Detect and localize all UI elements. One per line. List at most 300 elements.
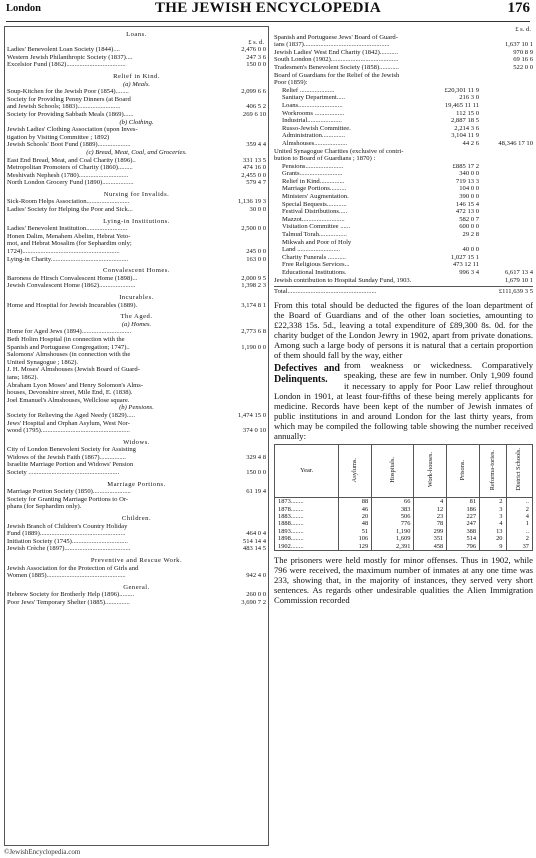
row-amount: 3,174 8 1 [241, 301, 266, 309]
sub-item-row [274, 216, 533, 224]
row-amount: 2,500 0 0 [241, 225, 266, 233]
row-label: J. H. Moses' Almshouses (Jewish Board of Guard- [7, 366, 140, 374]
section-title: Relief in Kind. [113, 72, 160, 80]
paragraph-defectives-text: from weakness or wickedness. Comparatively speaking, these are few in number. Only 1,909 found it necessary to apply for Poor Law relief throughout London in 1901, at least four-fifths of these being merely applicants for medicine. Records have been kept of the number of Jewish inmates of public institutions in and around London for the last thirty years, from which may be compiled the following table showing the number received annually: [274, 360, 533, 441]
row-label: ians; 1862). [7, 373, 39, 381]
table-row [7, 240, 266, 248]
row-amount: 329 4 8 [246, 453, 266, 461]
sub-item-row [274, 110, 533, 118]
table-cell: 81 [447, 498, 480, 506]
sub-item-row [274, 239, 533, 247]
row-label: Board of Guardians for the Relief of the Jewish [274, 71, 400, 79]
table-row [7, 420, 266, 428]
row-amount: 374 0 10 [242, 427, 266, 435]
sub-item-amount: £20,301 11 9 [444, 86, 479, 94]
table-row [7, 572, 266, 580]
row-label: Jewish Ladies' Clothing Association (upon Inves- [7, 126, 138, 134]
table-row [7, 545, 266, 553]
row-label: Tradesmen's Benevolent Society (1858)............ [274, 63, 399, 71]
row-label: Ladies' Society for Helping the Poor and Sick... [7, 206, 133, 214]
row-label: Western Jewish Philanthropic Society (1837).... [7, 53, 133, 61]
table-row [7, 134, 266, 142]
row-amount: 483 14 5 [242, 545, 266, 553]
section-title-loans: Loans. [126, 31, 147, 38]
row-label: Fund (1889).................................................... [7, 530, 126, 538]
table-cell: 186 [447, 506, 480, 513]
table-row [7, 565, 266, 573]
sub-item-row [274, 254, 533, 262]
sub-item-amount: 2,887 18 5 [450, 117, 479, 125]
row-label: Beth Holim Hospital (in connection with the [7, 335, 125, 343]
table-cell: 88 [339, 498, 372, 506]
table-row [7, 351, 266, 359]
row-amount: 3,690 7 2 [241, 598, 266, 606]
sub-item-label: Special Bequests............ [282, 200, 347, 208]
row-label: phans (for Sephardim only). [7, 503, 82, 511]
row-label: Spanish and Portuguese Jews' Board of Guard- [274, 33, 398, 41]
table-row [274, 49, 533, 57]
table-row [7, 412, 266, 420]
table-header-cell [275, 445, 339, 498]
table-row [7, 46, 266, 54]
row-label: Ladies' Benevolent Institution......................... [7, 225, 128, 233]
row-amount: 514 14 4 [242, 537, 266, 545]
sub-item-label: Workrooms .................. [282, 109, 345, 117]
table-row [7, 446, 266, 454]
row-label: Jewish Convalescent Home (1862)...................... [7, 282, 136, 290]
table-cell: 351 [414, 535, 447, 542]
table-cell: 1 [506, 520, 533, 527]
table-header-cell [480, 445, 506, 498]
table-cell: 1878........ [275, 506, 339, 513]
section-subtitle: (b) Clothing. [119, 118, 154, 126]
section-subtitle: (a) Meals. [122, 80, 151, 88]
sub-item-amount: 3,104 11 9 [451, 132, 479, 140]
row-label: Jewish Branch of Children's Country Holiday [7, 522, 128, 530]
table-row [7, 282, 266, 290]
row-label: Poor Jews' Temporary Shelter (1885)............... [7, 598, 130, 606]
row-amount: 2,099 6 6 [241, 88, 266, 96]
table-cell: 13 [480, 528, 506, 535]
header-text: Prisons. [459, 459, 467, 480]
table-row [7, 54, 266, 62]
sub-item-row [274, 132, 533, 140]
row-label: Spanish and Portuguese Congregation; 1747).. [7, 343, 130, 351]
sub-item-label: Ministers' Augmentation. [282, 193, 349, 201]
row-amount: 2,773 6 8 [241, 328, 266, 336]
sub-item-row [274, 231, 533, 239]
table-cell: 2 [480, 498, 506, 506]
sub-item-label: Talmud Torah................. [282, 231, 347, 239]
row-amount: 163 0 0 [246, 255, 266, 263]
sub-item-label: Charity Funerals ........... [282, 253, 346, 261]
watermark: ©JewishEncyclopedia.com [4, 848, 81, 856]
table-row [7, 374, 266, 382]
sub-item-row [274, 163, 533, 171]
section-subtitle: (b) Pensions. [119, 404, 154, 412]
table-cell: 227 [447, 513, 480, 520]
table-row [274, 34, 533, 42]
row-label: and Jewish Schools; 1883).......................... [7, 103, 121, 111]
table-row [7, 179, 266, 187]
row-label: Lying-in Charity............................................... [7, 255, 129, 263]
sub-item-row [274, 125, 533, 133]
sub-item-amount: 472 13 0 [455, 208, 479, 216]
row-label: Baroness de Hirsch Convalescent Home (1898)... [7, 274, 138, 282]
table-row [275, 520, 533, 527]
table-row [7, 591, 266, 599]
table-row [275, 528, 533, 535]
table-row [7, 225, 266, 233]
header-text: District Schools. [515, 448, 523, 492]
sub-item-label: Festival Distributions..... [282, 208, 348, 216]
table-header-cell [447, 445, 480, 498]
right-column [274, 26, 533, 605]
row-label: Jews' Hospital and Orphan Asylum, West Nor- [7, 419, 130, 427]
table-row [7, 503, 266, 511]
sub-item-amount: 340 0 0 [459, 170, 479, 178]
group-total: 6,617 13 4 [504, 269, 533, 276]
row-amount: 1,398 2 3 [241, 282, 266, 290]
table-header-cell [372, 445, 414, 498]
row-label: Meshivath Nephesh (1780).............................. [7, 171, 129, 179]
table-row [7, 248, 266, 256]
table-cell: 129 [339, 543, 372, 551]
row-label: Marriage Portion Society (1850)....................... [7, 488, 131, 496]
sub-item-label: Administration.............. [282, 132, 346, 140]
sub-item-amount: 44 2 6 [462, 139, 479, 147]
sub-item-label: Industrial..................... [282, 117, 342, 125]
table-row [7, 382, 266, 390]
row-amount: 150 0 0 [246, 61, 266, 69]
table-row [7, 328, 266, 336]
page-number: 176 [507, 0, 530, 16]
row-amount: 150 0 0 [246, 469, 266, 477]
sub-item-amount: 112 15 0 [456, 109, 479, 117]
table-cell: 383 [372, 506, 414, 513]
table-cell: 20 [339, 513, 372, 520]
row-amount: 1,190 0 0 [241, 343, 266, 351]
sub-item-amount: 600 0 0 [459, 223, 479, 231]
table-header-cell [339, 445, 372, 498]
table-row [275, 535, 533, 542]
table-row [7, 157, 266, 165]
table-cell: 1,190 [372, 528, 414, 535]
row-label: Honen Dalim, Menahem Abelim, Hebrat Yeto- [7, 232, 131, 240]
row-label: Society for Providing Penny Dinners (at Board [7, 95, 131, 103]
table-cell: 23 [414, 513, 447, 520]
running-head-left: London [6, 3, 42, 14]
row-label: Society ....................................................... [7, 469, 120, 477]
sub-item-row [274, 223, 533, 231]
sub-item-amount: 719 13 3 [455, 177, 479, 185]
row-label: Soup-Kitchen for the Jewish Poor (1854)........ [7, 88, 129, 96]
sub-item-row [274, 170, 533, 178]
table-cell: .. [506, 498, 533, 506]
row-amount: 2,455 0 0 [241, 171, 266, 179]
table-row [7, 469, 266, 477]
sub-item-row [274, 102, 533, 110]
sub-item-label: Loans........................... [282, 101, 343, 109]
table-row [275, 543, 533, 551]
row-label: Sick-Room Helps Association.......................... [7, 198, 130, 206]
row-label: East End Bread, Meat, and Coal Charity (1896).. [7, 156, 136, 164]
sub-item-amount: 216 3 0 [459, 94, 479, 102]
table-cell: 796 [447, 543, 480, 551]
sub-item-row [274, 140, 533, 148]
row-label: Israelite Marriage Portion and Widows' Pension [7, 461, 134, 469]
row-label: Jewish Schools' Boot Fund (1889).................... [7, 141, 131, 149]
sub-item-amount: £885 17 2 [452, 162, 479, 170]
sub-item-row [274, 94, 533, 102]
sub-item-row [274, 87, 533, 95]
sub-item-row [274, 261, 533, 269]
table-cell: 4 [414, 498, 447, 506]
sub-item-amount: 2,214 3 6 [454, 124, 479, 132]
header-text: Asylums. [351, 457, 359, 482]
table-row [7, 141, 266, 149]
table-cell: 4 [480, 520, 506, 527]
table-row [7, 302, 266, 310]
sub-item-label: Grants.......................... [282, 170, 343, 178]
table-row [7, 427, 266, 435]
table-row [7, 256, 266, 264]
right-top-rows [274, 34, 533, 87]
sub-item-label: Pensions....................... [282, 162, 344, 170]
table-cell: 51 [339, 528, 372, 535]
table-cell: 46 [339, 506, 372, 513]
row-amount: 260 0 0 [246, 591, 266, 599]
table-cell: 3 [480, 513, 506, 520]
row-amount: 245 0 0 [246, 248, 266, 256]
table-cell: 3 [480, 506, 506, 513]
row-label: Society for Providing Sabbath Meals (1869)...... [7, 110, 134, 118]
table-row [7, 88, 266, 96]
row-label: City of London Benevolent Society for Assisting [7, 446, 136, 454]
row-label: Poor (1859): [274, 79, 308, 87]
row-label: Home and Hospital for Jewish Incurables (1889). [7, 301, 138, 309]
row-label: North London Grocery Fund (1890)................... [7, 179, 134, 187]
row-amount: 1,136 19 3 [237, 198, 266, 206]
sub-item-amount: 104 0 0 [459, 185, 479, 193]
header-text: Hospitals. [389, 456, 396, 483]
sub-item-row [274, 193, 533, 201]
row-label: South London (1902)......................................... [274, 56, 399, 64]
table-cell: 9 [480, 543, 506, 551]
sub-item-amount: 146 15 4 [455, 200, 479, 208]
row-label: Widows of the Jewish Faith (1867)................ [7, 453, 126, 461]
table-cell: 66 [372, 498, 414, 506]
currency-header: £ s. d. [248, 38, 264, 46]
sub-item-row [274, 246, 533, 254]
sub-item-label: Free Religious Services... [282, 261, 350, 269]
table-cell: 2,391 [372, 543, 414, 551]
sub-item-amount: 996 3 4 [459, 269, 479, 276]
sub-item-label: Sanitary Department..... [282, 94, 345, 102]
table-cell: 247 [447, 520, 480, 527]
paragraph-deductions: From this total should be deducted the figures of the loan department of the Board of Guardians and of the other loan societies, amounting to £22,338 15s. 5d., leaving a total expenditure of £89,300 8s. 0d. for the charity budget of the London Jewry in 1902, apart from private donations. Among such a large body of persons it is natural that a certain proportion of them should fall by the way, either [274, 299, 533, 361]
table-cell: 458 [414, 543, 447, 551]
table-row [7, 496, 266, 504]
row-amount: 69 16 6 [513, 56, 533, 64]
row-amount: 2,476 0 0 [241, 46, 266, 54]
table-row [7, 344, 266, 352]
table-cell: 514 [447, 535, 480, 542]
table-cell: 20 [480, 535, 506, 542]
table-row [7, 461, 266, 469]
table-cell: 1902........ [275, 543, 339, 551]
row-amount: 579 4 7 [246, 179, 266, 187]
table-row [274, 64, 533, 72]
row-label: Jewish Crèche (1897)........................................ [7, 545, 131, 553]
table-cell: 1,609 [372, 535, 414, 542]
sub-item-amount: 473 12 11 [452, 261, 479, 269]
row-label: Joel Emanuel's Almshouses, Wellclose square. [7, 396, 130, 404]
row-label: Home for Aged Jews (1894).............................. [7, 328, 132, 336]
row-amount: 61 19 4 [246, 488, 266, 496]
table-cell: 78 [414, 520, 447, 527]
table-cell: 1893........ [275, 528, 339, 535]
sub-item-amount: 390 0 0 [459, 193, 479, 201]
table-cell: 37 [506, 543, 533, 551]
table-cell: 1888........ [275, 520, 339, 527]
grand-total-row: Total...................................................... £111,639 3 5 [274, 288, 533, 296]
table-row [7, 389, 266, 397]
row-label: mot, and Hebrat Mosalim (for Sephardim only; [7, 240, 132, 248]
table-row [7, 103, 266, 111]
row-amount: 269 6 10 [242, 110, 266, 118]
table-row [7, 454, 266, 462]
table-header-cell [506, 445, 533, 498]
row-label: 1724)........................................................... [7, 248, 120, 256]
row-amount: 970 8 9 [513, 48, 533, 56]
table-row [7, 488, 266, 496]
table-row [7, 275, 266, 283]
row-amount: 359 4 4 [246, 141, 266, 149]
table-cell: 106 [339, 535, 372, 542]
paragraph-defectives [274, 360, 533, 441]
section-subtitle: (a) Homes. [121, 320, 152, 328]
table-row [7, 359, 266, 367]
inmates-table [274, 444, 533, 551]
row-amount: 2,000 9 5 [241, 274, 266, 282]
sub-item-label: Relief in Kind............... [282, 177, 345, 185]
sub-item-row [274, 201, 533, 209]
table-row [7, 126, 266, 134]
sub-item-label: Marriage Portions.......... [282, 185, 347, 193]
table-header-cell [414, 445, 447, 498]
section-title: Nursing for Invalids. [103, 190, 170, 198]
sub-item-label: Almshouses.................... [282, 139, 348, 147]
table-cell: 388 [447, 528, 480, 535]
hospital-fund-row: Jewish contribution to Hospital Sunday Fund, 1903. 1,679 10 1 [274, 276, 533, 284]
sub-item-label: Visitation Committee ...... [282, 223, 351, 231]
left-column-table [4, 26, 269, 846]
table-row [275, 498, 533, 506]
row-amount: 522 0 0 [513, 63, 533, 71]
table-row [7, 164, 266, 172]
table-row [7, 198, 266, 206]
table-cell: 1898........ [275, 535, 339, 542]
row-label: Initiation Society (1745).................................. [7, 537, 128, 545]
row-label: Hebrew Society for Brotherly Help (1896)......... [7, 591, 135, 599]
sub-item-label: Relief ..................... [282, 86, 335, 94]
row-label: Society for Granting Marriage Portions to Or- [7, 495, 129, 503]
sub-item-amount: 1,027 15 1 [450, 253, 479, 261]
sub-item-amount: 29 2 8 [462, 231, 479, 239]
table-cell: 48 [339, 520, 372, 527]
sub-item-label: Educational Institutions. [282, 269, 347, 276]
section-subtitle: (c) Bread, Meat, Coal, and Groceries. [86, 148, 187, 156]
left-blocks [7, 46, 266, 606]
table-cell: 1873........ [275, 498, 339, 506]
sub-item-label: Land .......................... [282, 246, 341, 254]
row-label: Excelsior Fund (1862).................................... [7, 61, 126, 69]
row-label: houses, Devonshire street, Mile End, E. (1838). [7, 389, 133, 397]
table-row [7, 366, 266, 374]
sub-item-row [274, 117, 533, 125]
sub-item-row [274, 269, 533, 277]
table-cell: 4 [506, 513, 533, 520]
table-row [274, 56, 533, 64]
table-row [275, 506, 533, 513]
row-amount: 30 0 0 [249, 206, 266, 214]
table-row [7, 530, 266, 538]
row-amount: 474 16 0 [242, 164, 266, 172]
table-cell: 2 [506, 535, 533, 542]
sub-item-label: Mikwah and Poor of Holy [282, 238, 352, 246]
table-cell: 299 [414, 528, 447, 535]
table-cell: 1883........ [275, 513, 339, 520]
table-row [7, 96, 266, 104]
row-amount: 1,637 10 1 [504, 41, 533, 49]
table-cell: .. [506, 528, 533, 535]
row-label: Abraham Lyon Moses' and Henry Solomon's Alms- [7, 381, 144, 389]
row-label: United Synagogue ; 1862). [7, 358, 79, 366]
header-text: Reforma-tories. [488, 449, 496, 490]
table-row [274, 79, 533, 87]
group-total: 48,346 17 10 [498, 139, 533, 147]
section-title: General. [123, 583, 150, 591]
table-cell: 776 [372, 520, 414, 527]
section-title: The Aged. [120, 313, 153, 321]
row-label: Ladies' Benevolent Loan Society (1844).... [7, 46, 120, 54]
row-amount: 331 13 5 [242, 156, 266, 164]
table-row [7, 206, 266, 214]
row-label: wood (1795)...................................................... [7, 427, 130, 435]
synagogue-items [274, 163, 533, 277]
row-label: ians (1837).................................................... [274, 41, 390, 49]
row-label: Jewish Ladies' West End Charity (1842)........... [274, 48, 398, 56]
section-title: Widows. [123, 438, 150, 446]
table-row [7, 538, 266, 546]
table-row [275, 513, 533, 520]
row-amount: 464 0 4 [246, 530, 266, 538]
row-amount: 942 4 0 [246, 572, 266, 580]
row-label: tigation by Visiting Committee ; 1892) [7, 133, 110, 141]
section-title: Children. [121, 515, 152, 523]
synagogue-heading-2: bution to Board of Guardians ; 1870) : [274, 155, 376, 163]
sub-item-row [274, 178, 533, 186]
table-row [274, 41, 533, 49]
currency-header-right: £ s. d. [515, 26, 531, 33]
row-amount: 1,474 15 0 [237, 411, 266, 419]
sub-item-amount: 19,465 11 11 [444, 101, 479, 109]
row-label: Society for Relieving the Aged Needy (1829)..... [7, 411, 135, 419]
table-row [274, 72, 533, 80]
header-text: Work-houses. [426, 452, 434, 488]
row-amount: 406 5 2 [246, 103, 266, 111]
